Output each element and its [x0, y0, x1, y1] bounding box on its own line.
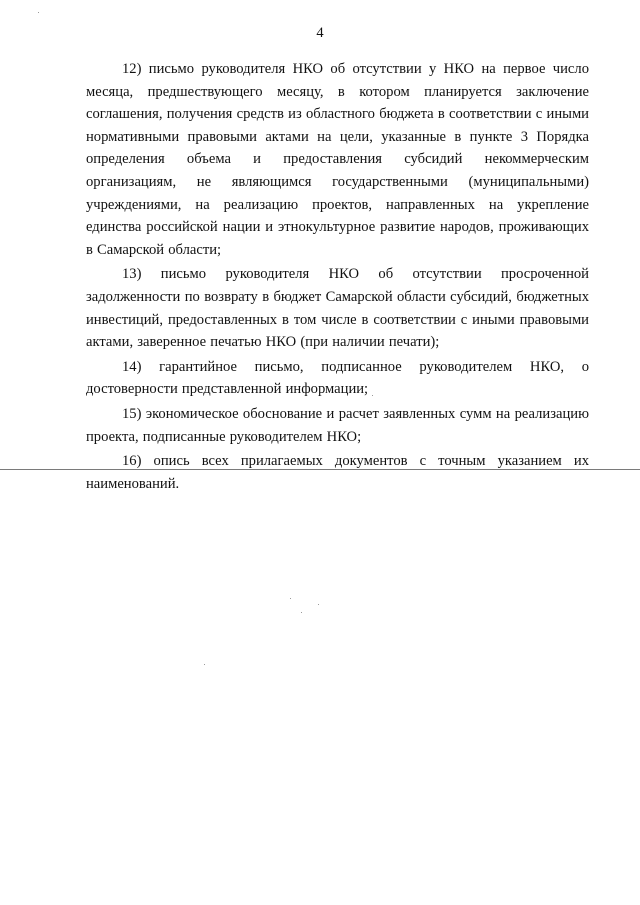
scan-speck: [301, 612, 302, 613]
scan-speck: [204, 664, 205, 665]
scan-line-artifact: [0, 469, 640, 470]
page-number: 4: [316, 25, 324, 41]
scan-speck: [318, 604, 319, 605]
list-item-14: 14) гарантийное письмо, подписанное руководителем НКО, о достоверности представленной информации;: [86, 358, 589, 398]
scan-speck: [372, 395, 373, 396]
list-item-15: 15) экономическое обоснование и расчет заявленных сумм на реализацию проекта, подписанные руководителем НКО;: [86, 405, 589, 445]
list-item-16: 16) опись всех прилагаемых документов с точным указанием их наименований.: [86, 453, 589, 492]
document-body: [86, 58, 589, 497]
scan-speck: [290, 598, 291, 599]
scan-speck: [38, 12, 39, 13]
list-item-13: 13) письмо руководителя НКО об отсутствии просроченной задолженности по возврату в бюджет Самарской области субсидий, бюджетных инвестиций, предоставленных в том числе в соответствии с иными правовыми актами, заверенное печатью НКО (при наличии печати);: [86, 266, 589, 351]
list-item-12: 12) письмо руководителя НКО об отсутствии у НКО на первое число месяца, предшествующего месяцу, в котором планируется заключение соглашения, получения средств из областного бюджета в соответствии с иными нормативными правовыми актами на цели, указанные в пункте 3 Порядка определения объема и предоставления субсидий некоммерческим организациям, не являющимся государственными (муниципальными) учреждениями, на реализацию проектов, направленных на укрепление единства российской нации и этнокультурное развитие народов, проживающих в Самарской области;: [86, 61, 589, 258]
